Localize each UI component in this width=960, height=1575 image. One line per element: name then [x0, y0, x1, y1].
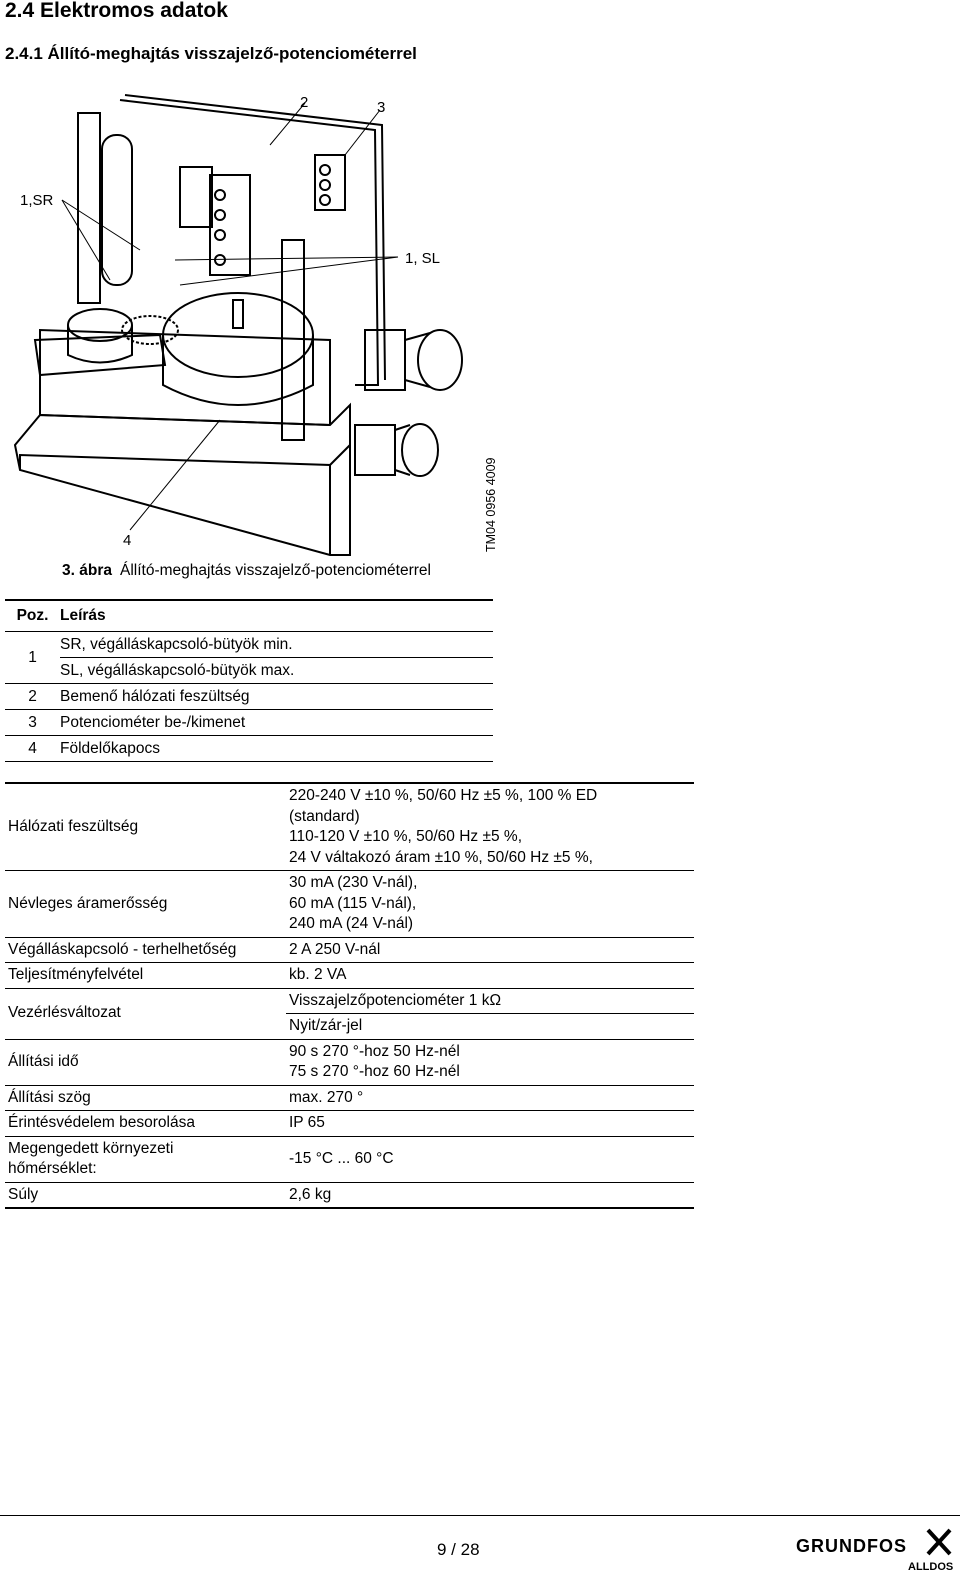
legend-pos: 3: [5, 710, 60, 736]
logo-x-icon: [928, 1530, 950, 1554]
spec-label: Névleges áramerősség: [8, 894, 168, 912]
section-heading: 2.4 Elektromos adatok: [5, 0, 228, 22]
spec-label: Teljesítményfelvétel: [8, 966, 144, 983]
legend-pos: 2: [5, 684, 60, 710]
legend-col-desc: Leírás: [60, 600, 493, 632]
spec-row-angle: [5, 1085, 694, 1111]
legend-col-pos: Poz.: [5, 600, 60, 632]
spec-line: Megengedett környezeti: [8, 1139, 174, 1157]
spec-table: [5, 782, 694, 1209]
legend-table: [5, 599, 493, 762]
legend-desc: Földelőkapocs: [60, 736, 493, 762]
spec-line: 90 s 270 °-hoz 50 Hz-nél: [289, 1042, 460, 1060]
logo-text: GRUNDFOS: [796, 1536, 907, 1556]
legend-header: [5, 600, 493, 632]
spec-row-protection: [5, 1111, 694, 1137]
legend-desc: SR, végálláskapcsoló-bütyök min.: [60, 632, 493, 658]
actuator-drawing: [0, 85, 520, 585]
legend-row: [5, 684, 493, 710]
spec-row-time: [5, 1039, 694, 1085]
figure-label-1sl: 1, SL: [405, 250, 441, 267]
spec-value: 2 A 250 V-nál: [289, 940, 381, 958]
spec-value: kb. 2 VA: [289, 966, 347, 983]
legend-desc: Bemenő hálózati feszültség: [60, 684, 493, 710]
spec-row-supply: [5, 783, 694, 871]
legend-desc: Potenciométer be-/kimenet: [60, 710, 493, 736]
spec-label: Hálózati feszültség: [8, 817, 139, 835]
caption-text: Állító-meghajtás visszajelző-potenciométerrel: [119, 562, 431, 579]
legend-row: [5, 632, 493, 658]
figure-code: TM04 0956 4009: [484, 457, 498, 552]
spec-line: 75 s 270 °-hoz 60 Hz-nél: [289, 1063, 460, 1080]
spec-label: Állítási idő: [8, 1052, 79, 1070]
spec-line: 60 mA (115 V-nál),: [289, 894, 417, 912]
legend-pos: 1: [5, 632, 60, 684]
legend-row: [5, 736, 493, 762]
footer-divider: [0, 1515, 960, 1516]
legend-row: [5, 658, 493, 684]
spec-line: 110-120 V ±10 %, 50/60 Hz ±5 %,: [289, 828, 522, 845]
spec-value: [286, 783, 694, 871]
spec-value: [286, 1039, 694, 1085]
grundfos-logo: [796, 1526, 956, 1572]
spec-value: 2,6 kg: [289, 1185, 332, 1203]
spec-row-temperature: [5, 1136, 694, 1182]
spec-value: IP 65: [289, 1114, 325, 1131]
spec-value: -15 °C ... 60 °C: [289, 1149, 394, 1167]
spec-value: Nyit/zár-jel: [289, 1017, 363, 1034]
legend-desc: SL, végálláskapcsoló-bütyök max.: [60, 658, 493, 684]
spec-row-limit-switch: [5, 937, 694, 963]
spec-label: Súly: [8, 1185, 39, 1203]
spec-line: (standard): [289, 807, 360, 825]
spec-line: hőmérséklet:: [8, 1160, 97, 1177]
figure-label-2: 2: [300, 94, 309, 111]
spec-value: [286, 871, 694, 938]
spec-row-current: [5, 871, 694, 938]
spec-line: 30 mA (230 V-nál),: [289, 874, 418, 891]
legend-pos: 4: [5, 736, 60, 762]
figure-caption: [62, 562, 431, 580]
spec-line: 24 V váltakozó áram ±10 %, 50/60 Hz ±5 %,: [289, 848, 593, 866]
spec-value: max. 270 °: [289, 1088, 364, 1106]
spec-label: Állítási szög: [8, 1088, 91, 1106]
subsection-heading: 2.4.1 Állító-meghajtás visszajelző-potenciométerrel: [5, 44, 417, 63]
spec-row-weight: [5, 1182, 694, 1208]
figure-label-1sr: 1,SR: [20, 192, 54, 209]
spec-label: Vezérlésváltozat: [8, 1004, 121, 1022]
legend-row: [5, 710, 493, 736]
page-number: 9 / 28: [437, 1540, 480, 1559]
spec-label: [5, 1136, 286, 1182]
spec-label: Érintésvédelem besorolása: [8, 1114, 195, 1131]
caption-prefix: 3. ábra: [62, 562, 112, 579]
spec-row-control: [5, 988, 694, 1014]
spec-value: Visszajelzőpotenciométer 1 kΩ: [286, 988, 694, 1014]
figure-label-4: 4: [123, 532, 132, 549]
figure-label-3: 3: [377, 99, 386, 116]
spec-row-power: [5, 963, 694, 989]
spec-label: Végálláskapcsoló - terhelhetőség: [8, 940, 237, 958]
logo-sub: ALLDOS: [908, 1561, 954, 1572]
spec-line: 220-240 V ±10 %, 50/60 Hz ±5 %, 100 % ED: [289, 787, 598, 804]
spec-line: 240 mA (24 V-nál): [289, 915, 414, 932]
